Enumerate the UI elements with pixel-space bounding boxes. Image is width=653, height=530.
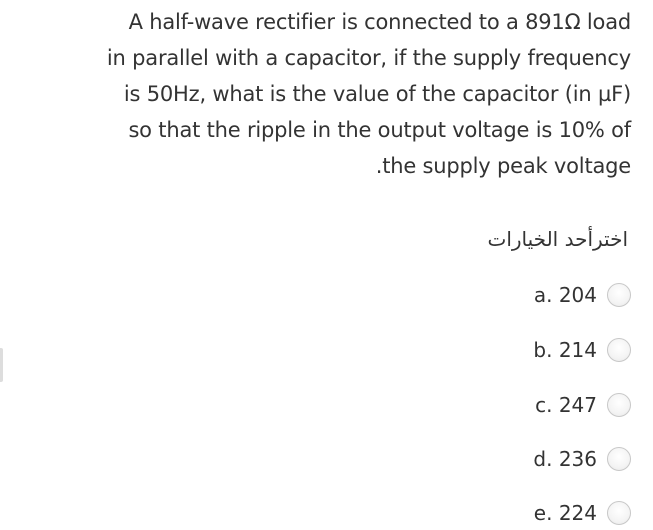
option-b-radio[interactable] [607,338,631,362]
question-line-4: so that the ripple in the output voltage is 10% of [128,118,631,142]
option-b-label: b. 214 [533,338,597,362]
option-a[interactable] [534,278,631,312]
question-line-2: in parallel with a capacitor, if the supply frequency [106,46,631,70]
question-line-3: is 50Hz, what is the value of the capacitor (in µF) [123,82,631,106]
scroll-edge-indicator [0,348,3,382]
choose-one-label: اخترأحد الخيارات [487,227,628,251]
question-line-5: .the supply peak voltage [375,154,631,178]
option-d-label: d. 236 [533,447,597,471]
option-e-label: e. 224 [533,501,597,525]
option-a-radio[interactable] [607,283,631,307]
option-d-radio[interactable] [607,447,631,471]
option-c-radio[interactable] [607,393,631,417]
option-c-label: c. 247 [535,393,597,417]
question-line-1: A half-wave rectifier is connected to a 891Ω load [128,10,631,34]
option-c[interactable] [535,388,631,422]
option-e-radio[interactable] [607,501,631,525]
option-e[interactable] [534,496,631,530]
option-a-label: a. 204 [533,283,597,307]
question-text [6,4,631,184]
option-d[interactable] [533,442,631,476]
option-b[interactable] [533,333,631,367]
